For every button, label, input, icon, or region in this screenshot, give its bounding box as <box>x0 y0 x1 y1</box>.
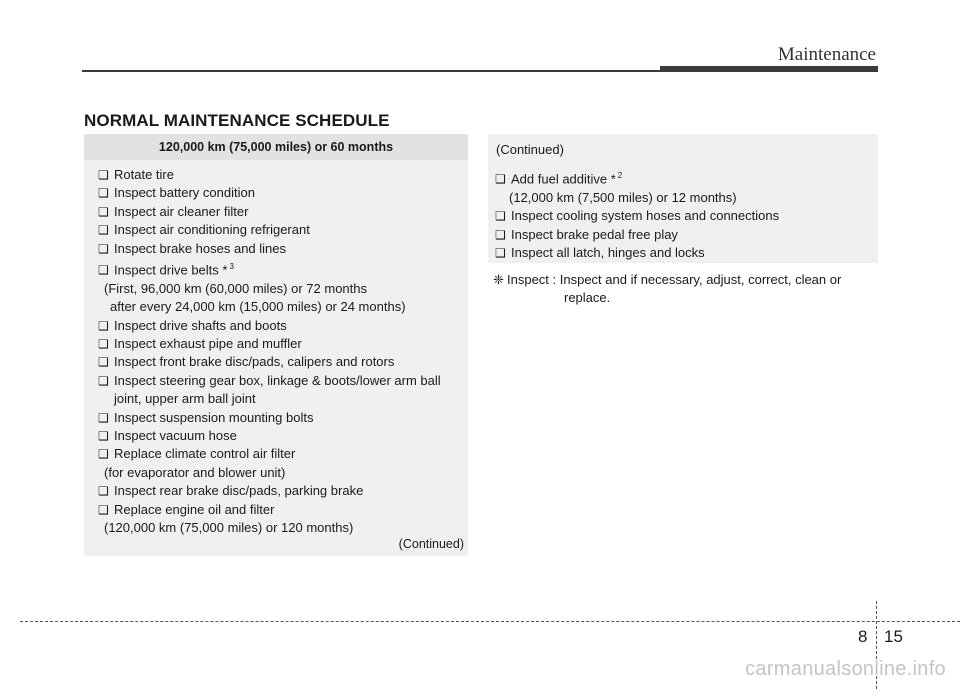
checklist-item <box>84 372 468 390</box>
section-title: NORMAL MAINTENANCE SCHEDULE <box>84 111 390 130</box>
checkbox-icon: ❑ <box>98 373 109 388</box>
checkbox-icon: ❑ <box>98 429 109 444</box>
checklist-item-text: Inspect air conditioning refrigerant <box>114 222 310 238</box>
checklist-item-detail: (for evaporator and blower unit) <box>104 464 286 480</box>
checklist-item-text: Inspect brake hoses and lines <box>114 240 286 256</box>
checkbox-icon: ❑ <box>98 355 109 370</box>
checklist-item <box>488 207 878 225</box>
checklist-item-text: Inspect front brake disc/pads, calipers and rotors <box>114 354 395 370</box>
continued-label: (Continued) <box>398 537 464 551</box>
header-rule <box>82 70 662 72</box>
checkbox-icon: ❑ <box>98 502 109 517</box>
checklist-item <box>84 409 468 427</box>
checklist-item-text: Add fuel additive * <box>511 171 616 187</box>
checkbox-icon: ❑ <box>98 447 109 462</box>
checklist-item <box>84 317 468 335</box>
checklist-item <box>84 221 468 239</box>
chapter-number: 8 <box>858 627 868 646</box>
checklist-item-text: Inspect cooling system hoses and connections <box>511 208 780 224</box>
header-title: Maintenance <box>777 44 876 65</box>
watermark: carmanualsonline.info <box>745 658 946 680</box>
checklist-item <box>488 226 878 244</box>
checklist-item <box>84 203 468 221</box>
checkbox-icon: ❑ <box>495 227 506 242</box>
checklist-item <box>84 445 468 463</box>
checklist-item-text: Replace climate control air filter <box>114 446 296 462</box>
checklist-item <box>84 427 468 445</box>
checkbox-icon: ❑ <box>495 245 506 260</box>
note-mark-icon: ❈ <box>493 272 504 287</box>
checklist-item <box>84 240 468 258</box>
checklist-item <box>488 167 878 189</box>
checklist-item <box>84 335 468 353</box>
continued-heading: (Continued) <box>496 142 564 157</box>
inspect-note <box>493 271 877 307</box>
checklist-item-text: Inspect air cleaner filter <box>114 203 249 219</box>
checkbox-icon: ❑ <box>98 168 109 182</box>
footnote-marker: 3 <box>229 262 234 272</box>
checklist-item-text: Inspect rear brake disc/pads, parking brake <box>114 483 364 499</box>
note-line-1: Inspect : Inspect and if necessary, adjust, correct, clean or <box>507 272 842 287</box>
checklist-item-text: Replace engine oil and filter <box>114 501 275 517</box>
checkbox-icon: ❑ <box>98 263 109 278</box>
checklist-item <box>488 244 878 262</box>
checkbox-icon: ❑ <box>495 209 506 224</box>
checkbox-icon: ❑ <box>98 484 109 499</box>
checklist-item-text: Inspect all latch, hinges and locks <box>511 244 705 260</box>
checklist-item-text: Inspect vacuum hose <box>114 428 237 444</box>
checklist-right <box>488 159 878 262</box>
interval-heading: 120,000 km (75,000 miles) or 60 months <box>84 134 468 160</box>
schedule-panel-right <box>488 134 878 263</box>
header-rule-accent <box>660 66 878 72</box>
checklist-item-detail: after every 24,000 km (15,000 miles) or 24 months) <box>110 299 406 315</box>
checklist-item-text: Inspect steering gear box, linkage & boots/lower arm ball <box>114 372 441 388</box>
checkbox-icon: ❑ <box>98 410 109 425</box>
checklist-item-detail: (12,000 km (7,500 miles) or 12 months) <box>509 189 737 205</box>
footnote-marker: 2 <box>617 171 623 180</box>
checklist-item <box>84 166 468 184</box>
checkbox-icon: ❑ <box>98 318 109 333</box>
checklist-item <box>84 353 468 371</box>
checklist-item <box>84 184 468 202</box>
checkbox-icon: ❑ <box>98 223 109 238</box>
checkbox-icon: ❑ <box>98 204 109 219</box>
page-number: 15 <box>884 627 903 646</box>
note-line-2: replace. <box>564 290 611 305</box>
checklist-item-continuation: joint, upper arm ball joint <box>114 391 256 407</box>
checklist-item <box>84 501 468 519</box>
checklist-item-text: Inspect brake pedal free play <box>511 226 678 242</box>
schedule-panel-left <box>84 134 468 556</box>
checklist-item <box>84 482 468 500</box>
checklist-item-text: Inspect drive belts * <box>114 262 228 278</box>
checklist-item-text: Inspect suspension mounting bolts <box>114 409 314 425</box>
checklist-item-text: Inspect exhaust pipe and muffler <box>114 335 302 351</box>
footer-rule <box>20 621 960 622</box>
checklist-item-text: Rotate tire <box>114 167 174 182</box>
checklist-left <box>84 160 468 537</box>
checklist-item-detail: (First, 96,000 km (60,000 miles) or 72 months <box>104 280 367 296</box>
checklist-item-detail: (120,000 km (75,000 miles) or 120 months) <box>104 520 354 536</box>
checklist-item-text: Inspect battery condition <box>114 185 255 201</box>
checkbox-icon: ❑ <box>495 172 506 187</box>
checkbox-icon: ❑ <box>98 186 109 201</box>
checkbox-icon: ❑ <box>98 241 109 256</box>
checklist-item <box>84 258 468 280</box>
checkbox-icon: ❑ <box>98 336 109 351</box>
checklist-item-text: Inspect drive shafts and boots <box>114 317 287 333</box>
